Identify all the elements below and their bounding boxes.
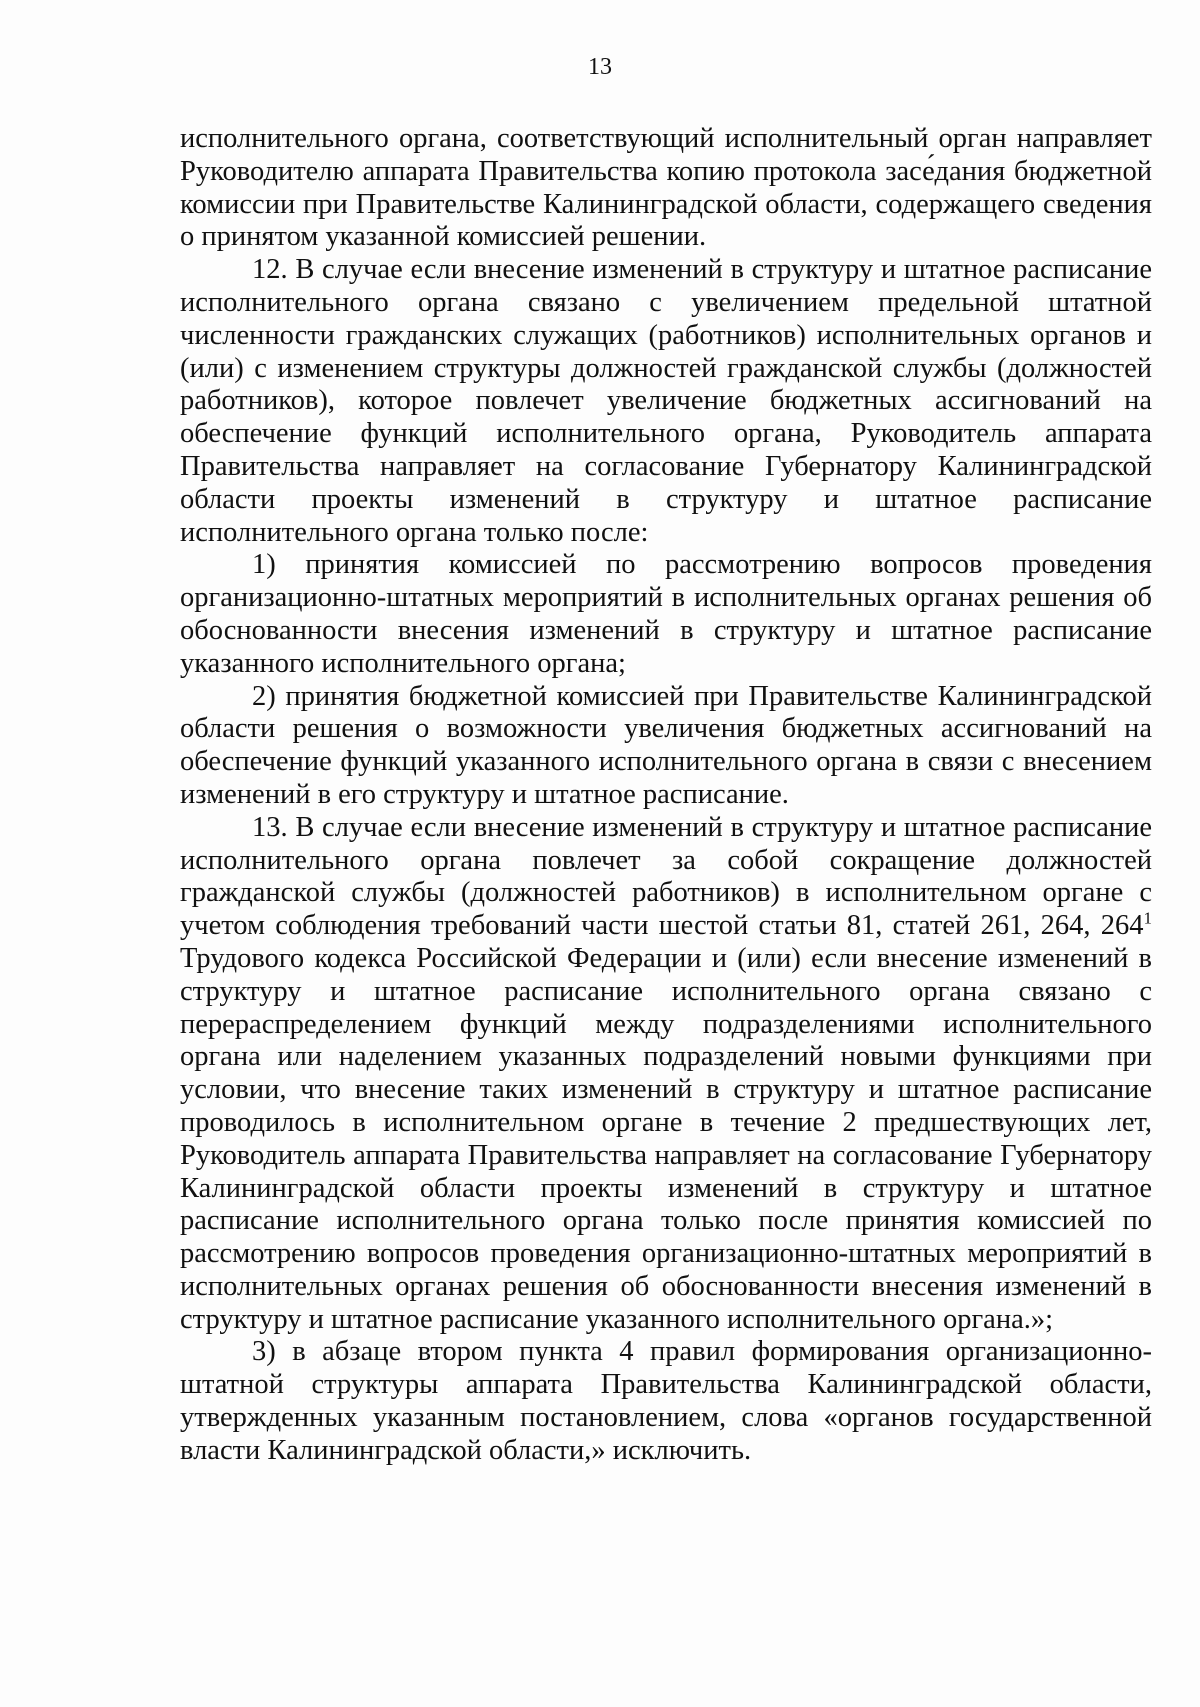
- paragraph-subitem-3: 3) в абзаце втором пункта 4 правил формирования организационно-штатной структуры аппарата Правительства Калининградской области, утвержденных указанным постановлением, слова «органов государственной власти Калининградской области,» исключить.: [180, 1336, 1152, 1466]
- paragraph-item-13-part2: Трудового кодекса Российской Федерации и (или) если внесение изменений в структуру и штатное расписание исполнительного органа связано с перераспределением функций между подразделениями исполнительного органа или наделением указанных подразделений новыми функциями при условии, что внесение таких изменений в структуру и штатное расписание проводилось в исполнительном органе в течение 2 предшествующих лет, Руководитель аппарата Правительства направляет на согласование Губернатору Калининградской области проекты изменений в структуру и штатное расписание исполнительного органа только после принятия комиссией по рассмотрению вопросов проведения организационно-штатных мероприятий в исполнительных органах решения об обоснованности внесения изменений в структуру и штатное расписание указанного исполнительного органа.»;: [180, 942, 1152, 1335]
- paragraph-subitem-2: 2) принятия бюджетной комиссией при Правительстве Калининградской области решения о возможности увеличения бюджетных ассигнований на обеспечение функций указанного исполнительного органа в связи с внесением изменений в его структуру и штатное расписание.: [180, 680, 1152, 810]
- paragraph-item-13: [180, 812, 1152, 1337]
- page-number: 13: [588, 54, 612, 80]
- document-body: [180, 123, 1152, 1468]
- paragraph-item-12: 12. В случае если внесение изменений в структуру и штатное расписание исполнительного органа связано с увеличением предельной штатной численности гражданских служащих (работников) исполнительных органов и (или) с изменением структуры должностей гражданской службы (должностей работников), которое повлечет увеличение бюджетных ассигнований на обеспечение функций исполнительного органа, Руководитель аппарата Правительства направляет на согласование Губернатору Калининградской области проекты изменений в структуру и штатное расписание исполнительного органа только после:: [180, 254, 1152, 548]
- paragraph-subitem-1: 1) принятия комиссией по рассмотрению вопросов проведения организационно-штатных мероприятий в исполнительных органах решения об обоснованности внесения изменений в структуру и штатное расписание указанного исполнительного органа;: [180, 549, 1152, 679]
- paragraph-continuation: исполнительного органа, соответствующий исполнительный орган направляет Руководителю аппарата Правительства копию протокола засе́дания бюджетной комиссии при Правительстве Калининградской области, содержащего сведения о принятом указанной комиссией решении.: [180, 123, 1152, 253]
- paragraph-item-13-part1: 13. В случае если внесение изменений в структуру и штатное расписание исполнительного органа повлечет за собой сокращение должностей гражданской службы (должностей работников) в исполнительном органе с учетом соблюдения требований части шестой статьи 81, статей 261, 264, 264: [180, 811, 1152, 942]
- superscript-article-number: 1: [1143, 908, 1152, 928]
